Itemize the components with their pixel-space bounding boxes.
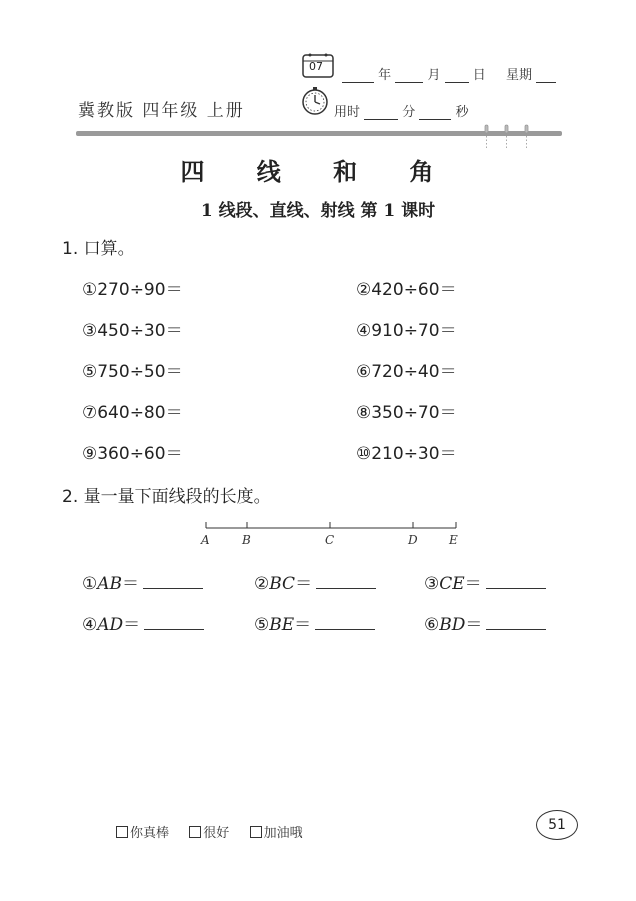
measure-item-bd: [424, 610, 546, 635]
equals-sign: ＝: [295, 574, 313, 594]
calendar-icon: [302, 52, 334, 78]
measure-num: ⑤: [254, 615, 270, 635]
minutes-blank[interactable]: [364, 105, 398, 120]
answer-blank-be[interactable]: [315, 615, 375, 630]
binder-rings-decoration: [478, 124, 538, 150]
answer-blank-bc[interactable]: [316, 574, 376, 589]
measure-item-ad: [82, 610, 204, 635]
point-label-e: E: [449, 533, 458, 547]
measure-num: ③: [424, 574, 440, 594]
equals-sign: ＝: [123, 615, 141, 635]
month-blank[interactable]: [395, 68, 423, 83]
measure-item-bc: [254, 569, 376, 594]
segment-name: AD: [97, 615, 124, 635]
page-number: 51: [536, 810, 578, 840]
calc-item-4: ④910÷70＝: [356, 321, 457, 341]
measure-num: ⑥: [424, 615, 440, 635]
seconds-blank[interactable]: [419, 105, 451, 120]
time-used-label: 用时: [334, 105, 361, 120]
calc-item-2: ②420÷60＝: [356, 280, 457, 300]
option-excellent-label: 你真棒: [130, 826, 170, 841]
time-line: [334, 101, 469, 120]
year-label: 年: [378, 68, 392, 83]
segment-name: BC: [269, 574, 296, 594]
checkbox-keep-going[interactable]: [250, 826, 262, 838]
segment-name: CE: [439, 574, 465, 594]
month-label: 月: [427, 68, 441, 83]
measure-item-ab: [82, 569, 203, 594]
point-label-a: A: [201, 533, 210, 547]
answer-blank-bd[interactable]: [486, 615, 546, 630]
unit-title: 四 线 和 角: [180, 157, 456, 186]
lesson-subtitle: 1 线段、直线、射线 第 1 课时: [200, 201, 436, 221]
calendar-day: 07: [309, 60, 323, 73]
calc-item-3: ③450÷30＝: [82, 321, 183, 341]
measure-num: ①: [82, 574, 98, 594]
seconds-label: 秒: [455, 105, 469, 120]
segment-name: BD: [439, 615, 466, 635]
calc-item-7: ⑦640÷80＝: [82, 403, 183, 423]
book-label: 冀教版 四年级 上册: [78, 101, 245, 121]
question-2-heading: 2. 量一量下面线段的长度。: [62, 487, 271, 507]
calc-item-1: ①270÷90＝: [82, 280, 183, 300]
answer-blank-ad[interactable]: [144, 615, 204, 630]
year-blank[interactable]: [342, 68, 374, 83]
measure-item-be: [254, 610, 375, 635]
equals-sign: ＝: [464, 574, 482, 594]
calc-item-9: ⑨360÷60＝: [82, 444, 183, 464]
segment-name: AB: [97, 574, 123, 594]
equals-sign: ＝: [465, 615, 483, 635]
equals-sign: ＝: [294, 615, 312, 635]
answer-blank-ce[interactable]: [486, 574, 546, 589]
checkbox-good[interactable]: [189, 826, 201, 838]
measure-item-ce: [424, 569, 546, 594]
clock-icon: [300, 86, 330, 116]
date-line: [342, 64, 556, 83]
option-good-label: 很好: [203, 826, 230, 841]
weekday-blank[interactable]: [536, 68, 556, 83]
checkbox-excellent[interactable]: [116, 826, 128, 838]
segment-name: BE: [269, 615, 295, 635]
option-keep-going-label: 加油哦: [263, 826, 303, 841]
minutes-label: 分: [402, 105, 416, 120]
calc-item-5: ⑤750÷50＝: [82, 362, 183, 382]
equals-sign: ＝: [122, 574, 140, 594]
measure-num: ④: [82, 615, 98, 635]
calc-item-8: ⑧350÷70＝: [356, 403, 457, 423]
measure-num: ②: [254, 574, 270, 594]
weekday-label: 星期: [506, 68, 533, 83]
self-evaluation: [116, 822, 303, 841]
calc-item-6: ⑥720÷40＝: [356, 362, 457, 382]
point-label-c: C: [325, 533, 335, 547]
point-label-d: D: [408, 533, 418, 547]
calc-item-10: ⑩210÷30＝: [356, 444, 457, 464]
point-label-b: B: [242, 533, 251, 547]
day-blank[interactable]: [445, 68, 469, 83]
day-label: 日: [472, 68, 486, 83]
line-segment-figure: [196, 516, 466, 550]
question-1-heading: 1. 口算。: [62, 239, 135, 259]
answer-blank-ab[interactable]: [143, 574, 203, 589]
